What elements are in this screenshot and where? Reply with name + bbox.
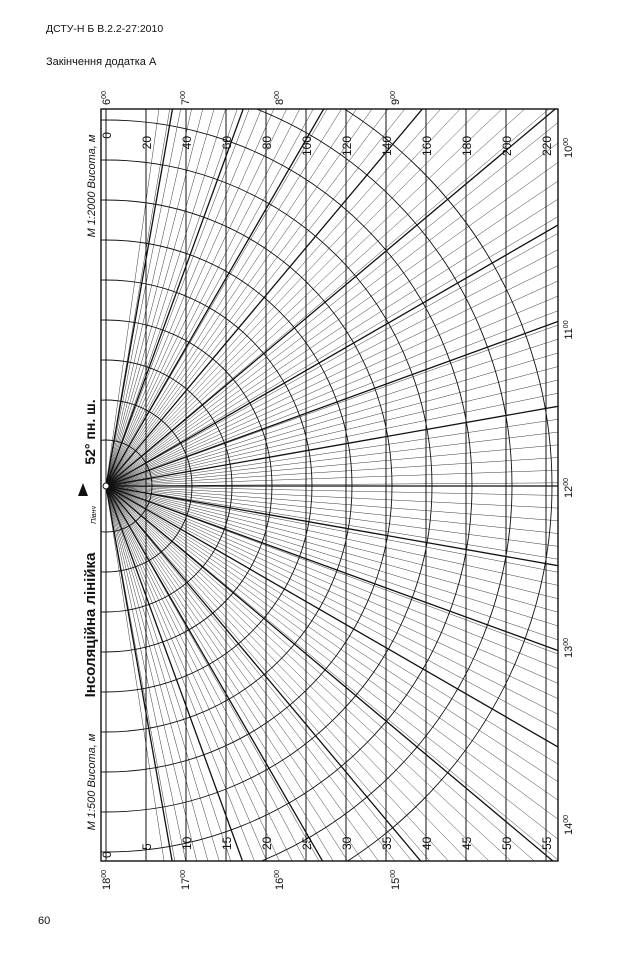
hour-label-right: $11^{00}$ <box>563 320 575 340</box>
ray-line <box>106 0 256 486</box>
ray-line <box>106 0 583 486</box>
scale-500-label: М 1:500 Висота, м <box>86 733 98 831</box>
scale-2000-label: М 1:2000 Висота, м <box>86 134 98 238</box>
hour-label-top: $6^{00}$ <box>101 91 113 105</box>
ray-line <box>106 486 414 956</box>
scale-500-tick: 45 <box>460 836 474 850</box>
scale-2000-tick: 180 <box>460 136 474 157</box>
hour-label-top: $9^{00}$ <box>390 91 402 105</box>
hour-label-right: $10^{00}$ <box>563 137 575 159</box>
hour-label-top: $7^{00}$ <box>180 91 192 105</box>
scale-500-tick: 55 <box>540 836 554 850</box>
scale-500-tick: 50 <box>500 836 514 850</box>
hour-ray-line <box>106 486 414 956</box>
scale-2000-tick: 160 <box>420 136 434 157</box>
scale-2000-tick: 0 <box>100 132 114 139</box>
scale-2000-tick: 80 <box>260 136 274 150</box>
ruler-title: Інсоляційна лінійка <box>82 552 99 698</box>
origin-point-icon <box>103 483 109 489</box>
ray-line <box>106 0 330 486</box>
ray-line <box>106 486 342 956</box>
hour-label-top: $8^{00}$ <box>274 91 286 105</box>
appendix-subtitle: Закінчення додатка А <box>46 56 157 68</box>
scale-500-tick: 20 <box>260 836 274 850</box>
hour-label-right: $12^{00}$ <box>563 477 575 499</box>
ray-line <box>106 486 551 956</box>
north-arrow-icon <box>78 483 88 496</box>
hour-label-bottom: $15^{00}$ <box>390 869 402 891</box>
scale-500-tick: 35 <box>380 836 394 850</box>
latitude-label: 52° пн. ш. <box>82 399 98 465</box>
ray-line <box>106 0 402 486</box>
hour-label-bottom: $16^{00}$ <box>274 869 286 891</box>
north-label: Півнч <box>91 506 98 524</box>
hour-label-bottom: $18^{00}$ <box>101 869 113 891</box>
scale-2000-tick: 200 <box>500 136 514 157</box>
ray-line <box>106 486 244 956</box>
hour-label-right: $14^{00}$ <box>563 814 575 836</box>
scale-2000-tick: 140 <box>380 136 394 157</box>
scale-500-tick: 0 <box>100 851 114 858</box>
ray-line <box>106 0 495 486</box>
page-number: 60 <box>38 915 51 927</box>
ray-line <box>106 0 604 486</box>
scale-2000-tick: 100 <box>300 136 314 157</box>
scale-500-tick: 25 <box>300 836 314 850</box>
hour-ray-line <box>106 0 262 486</box>
scale-500-tick: 30 <box>340 836 354 850</box>
scale-500-tick: 40 <box>420 836 434 850</box>
scale-2000-tick: 120 <box>340 136 354 157</box>
scale-500-tick: 15 <box>220 836 234 850</box>
scale-2000-tick: 220 <box>540 136 554 157</box>
document-code: ДСТУ-Н Б В.2.2-27:2010 <box>46 23 164 35</box>
scale-2000-tick: 40 <box>180 136 194 150</box>
hour-label-right: $13^{00}$ <box>563 637 575 659</box>
hour-ray-line <box>106 486 556 956</box>
scale-500-tick: 5 <box>140 843 154 850</box>
hour-label-bottom: $17^{00}$ <box>180 869 192 891</box>
scale-500-tick: 10 <box>180 836 194 850</box>
scale-2000-tick: 60 <box>220 136 234 150</box>
scale-2000-tick: 20 <box>140 136 154 150</box>
